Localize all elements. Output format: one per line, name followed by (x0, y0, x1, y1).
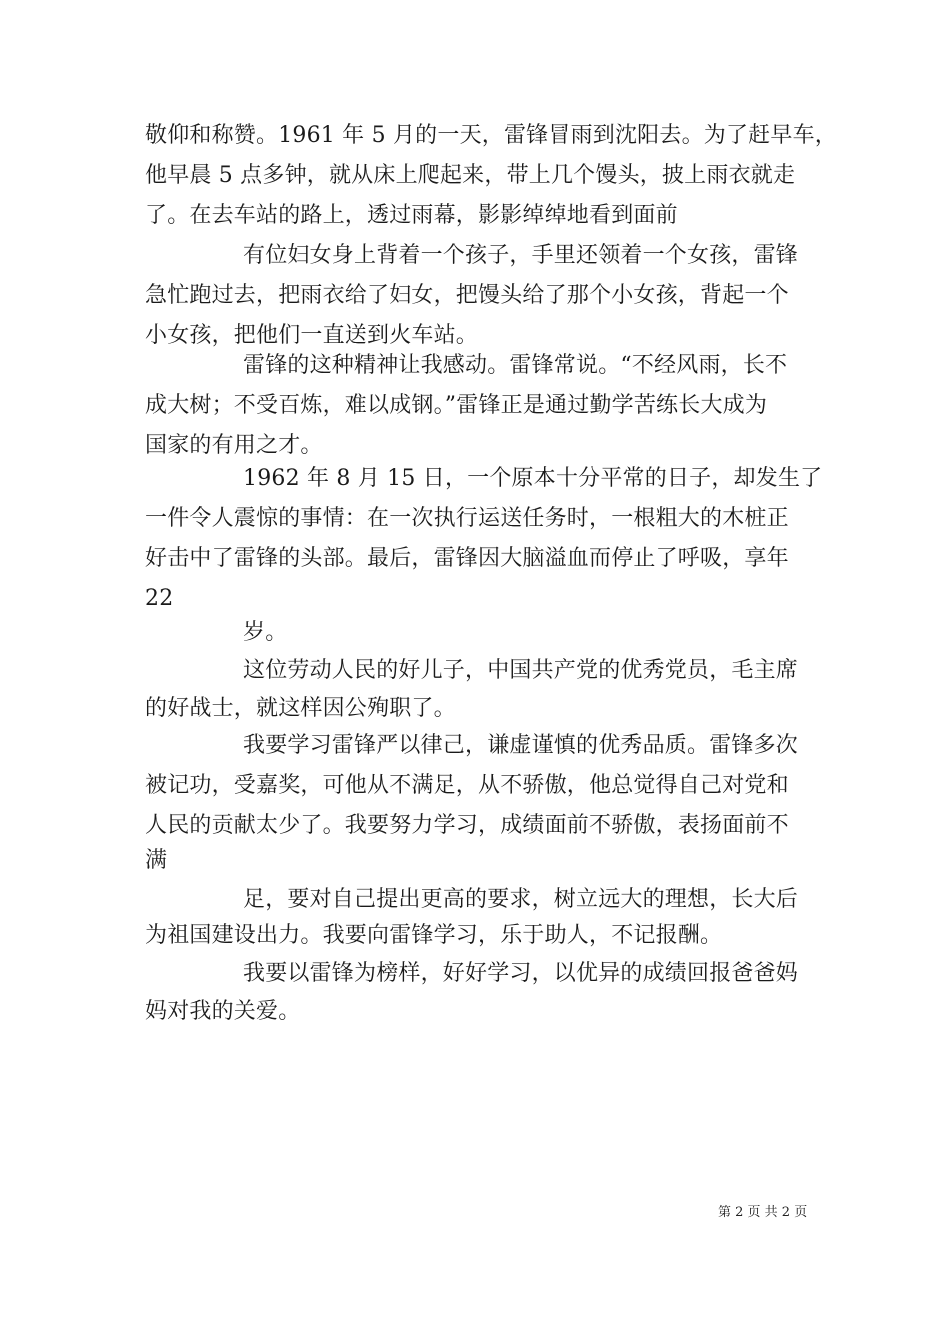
text-line: 急忙跑过去，把雨衣给了妇女，把馒头给了那个小女孩，背起一个 (145, 283, 789, 308)
text-line: 一件令人震惊的事情：在一次执行运送任务时，一根粗大的木桩正 (145, 506, 789, 531)
text-line: 岁。 (243, 620, 288, 645)
text-line: 足，要对自己提出更高的要求，树立远大的理想，长大后 (243, 887, 799, 912)
text-line: 了。在去车站的路上，透过雨幕，影影绰绰地看到面前 (145, 203, 678, 228)
text-line: 1962 年 8 月 15 日，一个原本十分平常的日子，却发生了 (243, 466, 823, 491)
text-line: 为祖国建设出力。我要向雷锋学习，乐于助人，不记报酬。 (145, 923, 723, 948)
page-number: 第 2 页 共 2 页 (718, 1205, 808, 1220)
text-line: 好击中了雷锋的头部。最后，雷锋因大脑溢血而停止了呼吸，享年 (145, 546, 789, 571)
text-line: 雷锋的这种精神让我感动。雷锋常说。“不经风雨，长不 (243, 353, 788, 378)
text-line: 人民的贡献太少了。我要努力学习，成绩面前不骄傲，表扬面前不 (145, 813, 789, 838)
text-line: 敬仰和称赞。1961 年 5 月的一天，雷锋冒雨到沈阳去。为了赶早车， (145, 123, 837, 148)
text-line: 小女孩，把他们一直送到火车站。 (145, 323, 479, 348)
text-line: 妈对我的关爱。 (145, 999, 301, 1024)
text-line: 22 (145, 586, 174, 611)
text-line: 成大树；不受百炼，难以成钢。”雷锋正是通过勤学苦练长大成为 (145, 393, 768, 418)
text-line: 我要以雷锋为榜样，好好学习，以优异的成绩回报爸爸妈 (243, 961, 799, 986)
text-line: 这位劳动人民的好儿子，中国共产党的优秀党员，毛主席 (243, 658, 799, 683)
text-line: 被记功，受嘉奖，可他从不满足，从不骄傲，他总觉得自己对党和 (145, 773, 789, 798)
text-line: 他早晨 5 点多钟，就从床上爬起来，带上几个馒头，披上雨衣就走 (145, 163, 796, 188)
text-line: 的好战士，就这样因公殉职了。 (145, 696, 456, 721)
text-line: 国家的有用之才。 (145, 433, 323, 458)
text-line: 有位妇女身上背着一个孩子，手里还领着一个女孩，雷锋 (243, 243, 799, 268)
text-line: 满 (145, 848, 168, 873)
text-line: 我要学习雷锋严以律己，谦虚谨慎的优秀品质。雷锋多次 (243, 733, 799, 758)
